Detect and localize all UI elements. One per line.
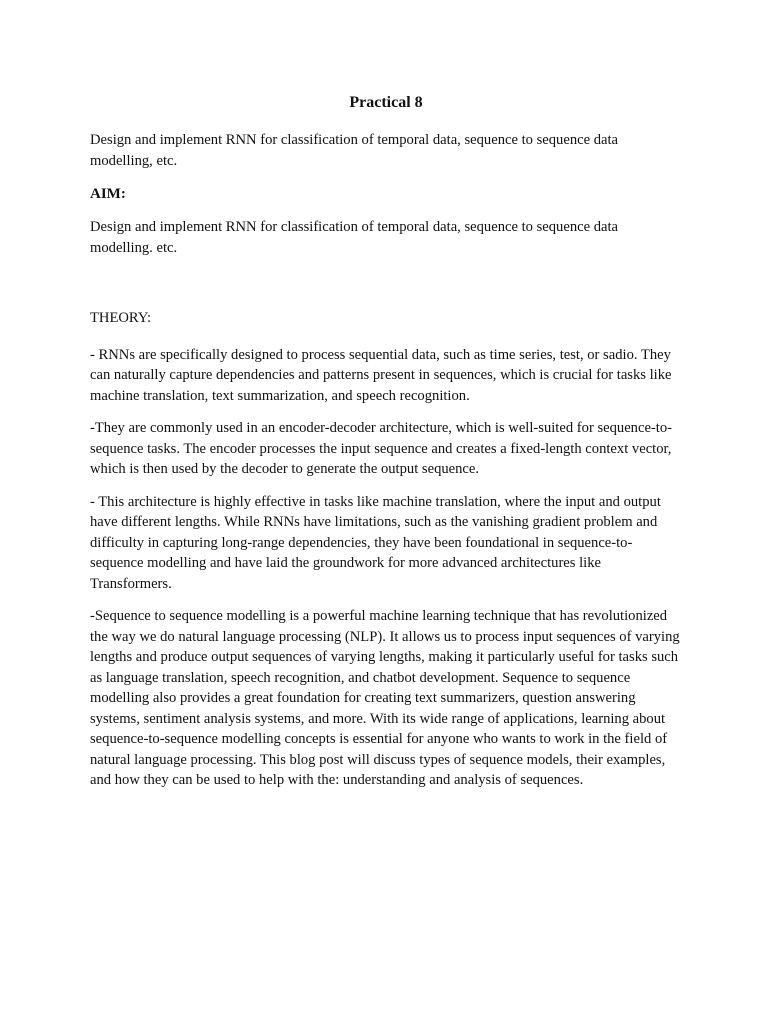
theory-paragraph-1: - RNNs are specifically designed to process sequential data, such as time series, test, or sadio. They can naturally capture dependencies and patterns present in sequences, which is crucial for tasks like machine translation, text summarization, and speech recognition. <box>90 346 672 404</box>
theory-paragraph-3: - This architecture is highly effective in tasks like machine translation, where the input and output have different lengths. While RNNs have limitations, such as the vanishing gradient problem and difficulty in capturing long-range dependencies, they have been foundational in sequence-to-sequence modelling and have laid the groundwork for more advanced architectures like Transformers. <box>90 493 661 592</box>
section-spacer <box>90 270 682 308</box>
intro-paragraph: Design and implement RNN for classification of temporal data, sequence to sequence data modelling, etc. <box>90 132 619 169</box>
theory-paragraph-2: -They are commonly used in an encoder-decoder architecture, which is well-suited for sequence-to-sequence tasks. The encoder processes the input sequence and creates a fixed-length context vector, which is then used by the decoder to generate the output sequence. <box>90 420 672 477</box>
theory-heading: THEORY: <box>90 310 152 326</box>
theory-paragraph-4: -Sequence to sequence modelling is a powerful machine learning technique that has revolutionized the way we do natural language processing (NLP). It allows us to process input sequences of varying lengths and produce output sequences of varying lengths, making it particularly useful for tasks such as language translation, speech recognition, and chatbot development. Sequence to sequence modelling also provides a great foundation for creating text summarizers, question answering systems, sentiment analysis systems, and more. With its wide range of applications, learning about sequence-to-sequence modelling concepts is essential for anyone who wants to work in the field of natural language processing. This blog post will discuss types of sequence models, their examples, and how they can be used to help with the: understanding and analysis of sequences. <box>90 608 680 788</box>
page-title: Practical 8 <box>349 94 423 111</box>
document-body <box>90 92 682 803</box>
aim-heading: AIM: <box>90 186 126 202</box>
aim-paragraph: Design and implement RNN for classification of temporal data, sequence to sequence data modelling. etc. <box>90 219 619 256</box>
